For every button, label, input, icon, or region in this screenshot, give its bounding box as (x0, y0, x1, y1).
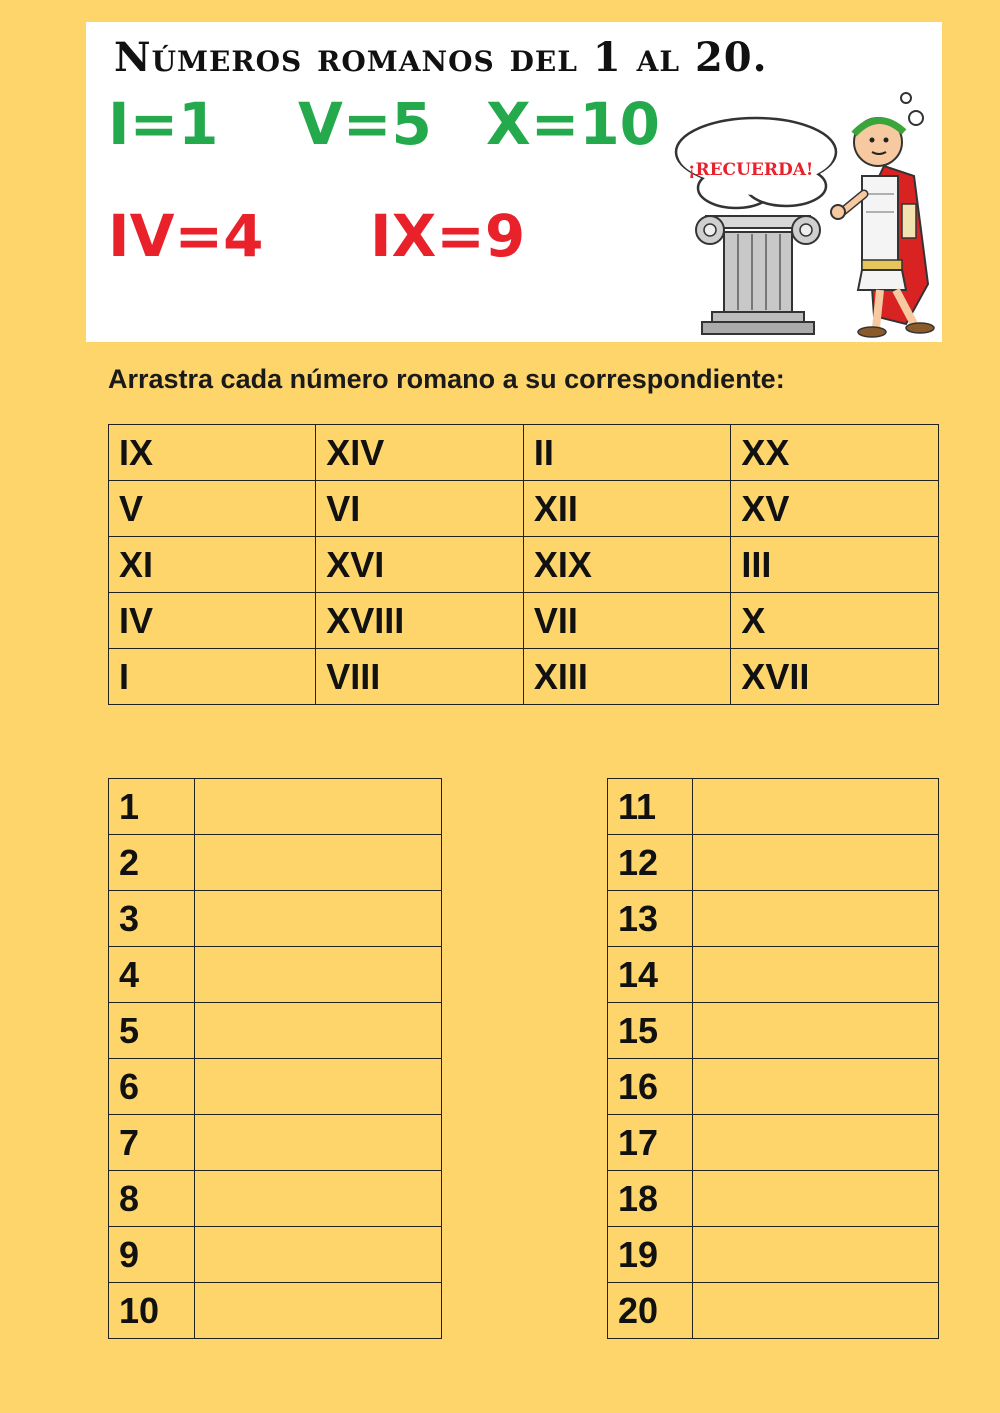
roman-tile[interactable]: III (731, 537, 939, 593)
page-title: Números romanos del 1 al 20. (114, 34, 768, 81)
answer-row (608, 1115, 939, 1171)
roman-tile[interactable]: XVII (731, 649, 939, 705)
roman-row (109, 537, 939, 593)
roman-row (109, 425, 939, 481)
roman-numerals-grid (108, 424, 939, 705)
thought-dot-small (901, 93, 911, 103)
number-label: 14 (608, 947, 693, 1003)
number-label: 9 (109, 1227, 195, 1283)
drop-slot[interactable] (194, 1227, 441, 1283)
roman-tile[interactable]: VII (523, 593, 730, 649)
drop-slot[interactable] (194, 1115, 441, 1171)
number-label: 18 (608, 1171, 693, 1227)
drop-slot[interactable] (194, 1283, 441, 1339)
roman-tile[interactable]: XVIII (316, 593, 524, 649)
roman-character-illustration (666, 84, 942, 342)
answer-row (109, 1059, 442, 1115)
thought-dot-large (909, 111, 923, 125)
roman-tile[interactable]: XIV (316, 425, 524, 481)
answer-row (109, 779, 442, 835)
drop-slot[interactable] (693, 779, 939, 835)
drop-slot[interactable] (693, 947, 939, 1003)
number-label: 3 (109, 891, 195, 947)
answer-row (608, 1003, 939, 1059)
number-label: 8 (109, 1171, 195, 1227)
answer-row (109, 1171, 442, 1227)
roman-tile[interactable]: XIII (523, 649, 730, 705)
roman-tile[interactable]: XI (109, 537, 316, 593)
roman-tile[interactable]: XV (731, 481, 939, 537)
number-label: 5 (109, 1003, 195, 1059)
number-label: 15 (608, 1003, 693, 1059)
roman-tile[interactable]: II (523, 425, 730, 481)
drop-slot[interactable] (194, 779, 441, 835)
column-icon (696, 216, 820, 334)
drop-slot[interactable] (693, 1283, 939, 1339)
answer-row (109, 1283, 442, 1339)
number-label: 12 (608, 835, 693, 891)
equivalence-ix: IX=9 (370, 202, 526, 270)
roman-tile[interactable]: V (109, 481, 316, 537)
number-label: 7 (109, 1115, 195, 1171)
drop-slot[interactable] (194, 1059, 441, 1115)
number-label: 20 (608, 1283, 693, 1339)
number-label: 11 (608, 779, 693, 835)
roman-tile[interactable]: I (109, 649, 316, 705)
roman-tile[interactable]: IX (109, 425, 316, 481)
drop-slot[interactable] (194, 947, 441, 1003)
number-label: 19 (608, 1227, 693, 1283)
roman-tile[interactable]: X (731, 593, 939, 649)
drop-slot[interactable] (194, 1171, 441, 1227)
number-label: 2 (109, 835, 195, 891)
answer-row (109, 835, 442, 891)
roman-row (109, 481, 939, 537)
answer-row (608, 1171, 939, 1227)
drop-slot[interactable] (693, 835, 939, 891)
answer-row (109, 1227, 442, 1283)
roman-tile[interactable]: IV (109, 593, 316, 649)
drop-slot[interactable] (194, 835, 441, 891)
equivalence-x: X=10 (486, 90, 661, 158)
number-label: 17 (608, 1115, 693, 1171)
roman-tile[interactable]: VIII (316, 649, 524, 705)
number-label: 4 (109, 947, 195, 1003)
drop-slot[interactable] (693, 1227, 939, 1283)
number-label: 13 (608, 891, 693, 947)
answer-row (109, 891, 442, 947)
equivalence-v: V=5 (298, 90, 432, 158)
answer-row (109, 1115, 442, 1171)
answer-row (608, 835, 939, 891)
roman-row (109, 593, 939, 649)
drop-slot[interactable] (693, 1003, 939, 1059)
answer-table-right (607, 778, 939, 1339)
drop-slot[interactable] (194, 891, 441, 947)
drop-slot[interactable] (693, 891, 939, 947)
drop-slot[interactable] (693, 1171, 939, 1227)
roman-tile[interactable]: VI (316, 481, 524, 537)
answer-table-left (108, 778, 442, 1339)
roman-row (109, 649, 939, 705)
number-label: 16 (608, 1059, 693, 1115)
equivalence-i: I=1 (108, 90, 219, 158)
equivalence-iv: IV=4 (108, 202, 264, 270)
answer-row (608, 1227, 939, 1283)
drop-slot[interactable] (693, 1059, 939, 1115)
roman-tile[interactable]: XX (731, 425, 939, 481)
thought-cloud (676, 118, 836, 208)
answer-row (109, 1003, 442, 1059)
roman-man-icon (831, 118, 934, 337)
roman-tile[interactable]: XII (523, 481, 730, 537)
answer-row (109, 947, 442, 1003)
number-label: 10 (109, 1283, 195, 1339)
answer-row (608, 1059, 939, 1115)
answer-row (608, 891, 939, 947)
number-label: 6 (109, 1059, 195, 1115)
answer-row (608, 1283, 939, 1339)
drop-slot[interactable] (693, 1115, 939, 1171)
recuerda-label: ¡RECUERDA! (688, 160, 814, 180)
drop-slot[interactable] (194, 1003, 441, 1059)
answer-row (608, 779, 939, 835)
roman-tile[interactable]: XIX (523, 537, 730, 593)
header-panel (86, 22, 942, 342)
number-label: 1 (109, 779, 195, 835)
answer-row (608, 947, 939, 1003)
roman-tile[interactable]: XVI (316, 537, 524, 593)
instruction-text: Arrastra cada número romano a su correspondiente: (108, 364, 785, 394)
